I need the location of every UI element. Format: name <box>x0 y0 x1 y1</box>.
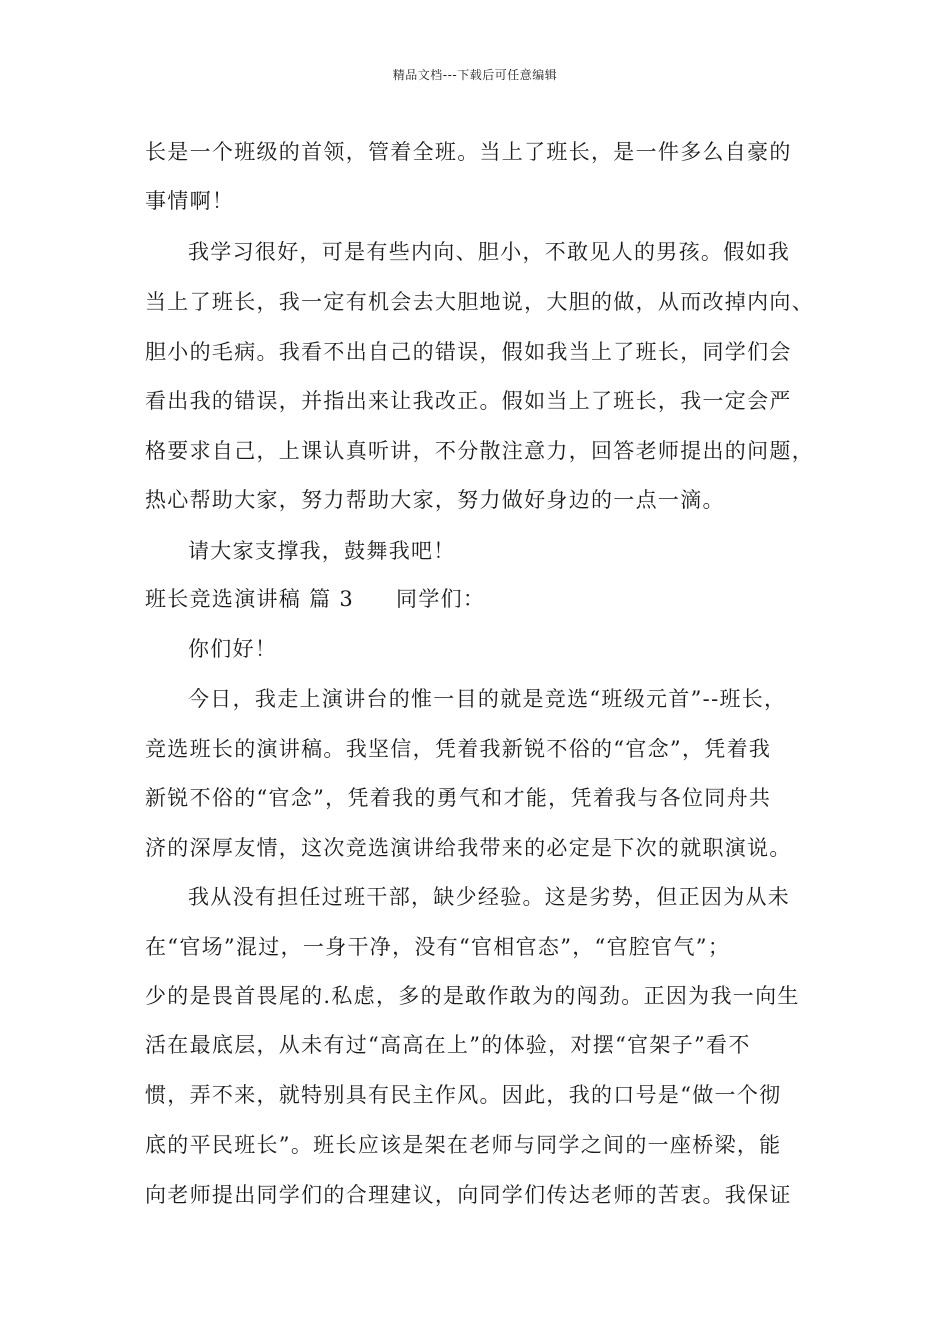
text-line: 当上了班长，我一定有机会去大胆地说，大胆的做，从而改掉内向、 <box>145 290 814 314</box>
text-line: 热心帮助大家，努力帮助大家，努力做好身边的一点一滴。 <box>145 488 725 512</box>
text-line: 事情啊！ <box>145 189 235 213</box>
text-line: 济的深厚友情，这次竞选演讲给我带来的必定是下次的就职演说。 <box>145 836 792 860</box>
text-line: 格要求自己，上课认真听讲，不分散注意力，回答老师提出的问题， <box>145 439 814 463</box>
text-line: 我学习很好，可是有些内向、胆小，不敢见人的男孩。假如我 <box>188 240 791 264</box>
text-line: 看出我的错误，并指出来让我改正。假如当上了班长，我一定会严 <box>145 389 792 413</box>
text-line: 活在最底层，从未有过“高高在上”的体验，对摆“官架子”看不 <box>145 1033 751 1057</box>
text-line: 我从没有担任过班干部，缺少经验。这是劣势，但正因为从未 <box>188 885 791 909</box>
text-line: 你们好！ <box>188 637 278 661</box>
text-line: 向老师提出同学们的合理建议，向同学们传达老师的苦衷。我保证 <box>145 1183 792 1207</box>
section-title: 班长竞选演讲稿 篇 3 <box>145 587 355 611</box>
text-line: 底的平民班长”。班长应该是架在老师与同学之间的一座桥梁，能 <box>145 1133 782 1157</box>
text-line: 少的是畏首畏尾的.私虑，多的是敢作敢为的闯劲。正因为我一向生 <box>145 984 800 1008</box>
text-line: 胆小的毛病。我看不出自己的错误，假如我当上了班长，同学们会 <box>145 340 792 364</box>
text-line: 长是一个班级的首领，管着全班。当上了班长，是一件多么自豪的 <box>145 140 792 164</box>
text-line: 在“官场”混过，一身干净，没有“官相官态”，“官腔官气”； <box>145 935 731 959</box>
text-line: 请大家支撑我，鼓舞我吧！ <box>188 539 456 563</box>
text-line: 新锐不俗的“官念”，凭着我的勇气和才能，凭着我与各位同舟共 <box>145 786 772 810</box>
page-header: 精品文档---下载后可任意编辑 <box>392 68 558 82</box>
text-line: 惯，弄不来，就特别具有民主作风。因此，我的口号是“做一个彻 <box>145 1083 782 1107</box>
section-heading <box>145 585 485 613</box>
text-line: 今日，我走上演讲台的惟一目的就是竞选“班级元首”--班长， <box>188 687 787 711</box>
salutation: 同学们： <box>396 587 486 611</box>
text-line: 竞选班长的演讲稿。我坚信，凭着我新锐不俗的“官念”，凭着我 <box>145 737 772 761</box>
